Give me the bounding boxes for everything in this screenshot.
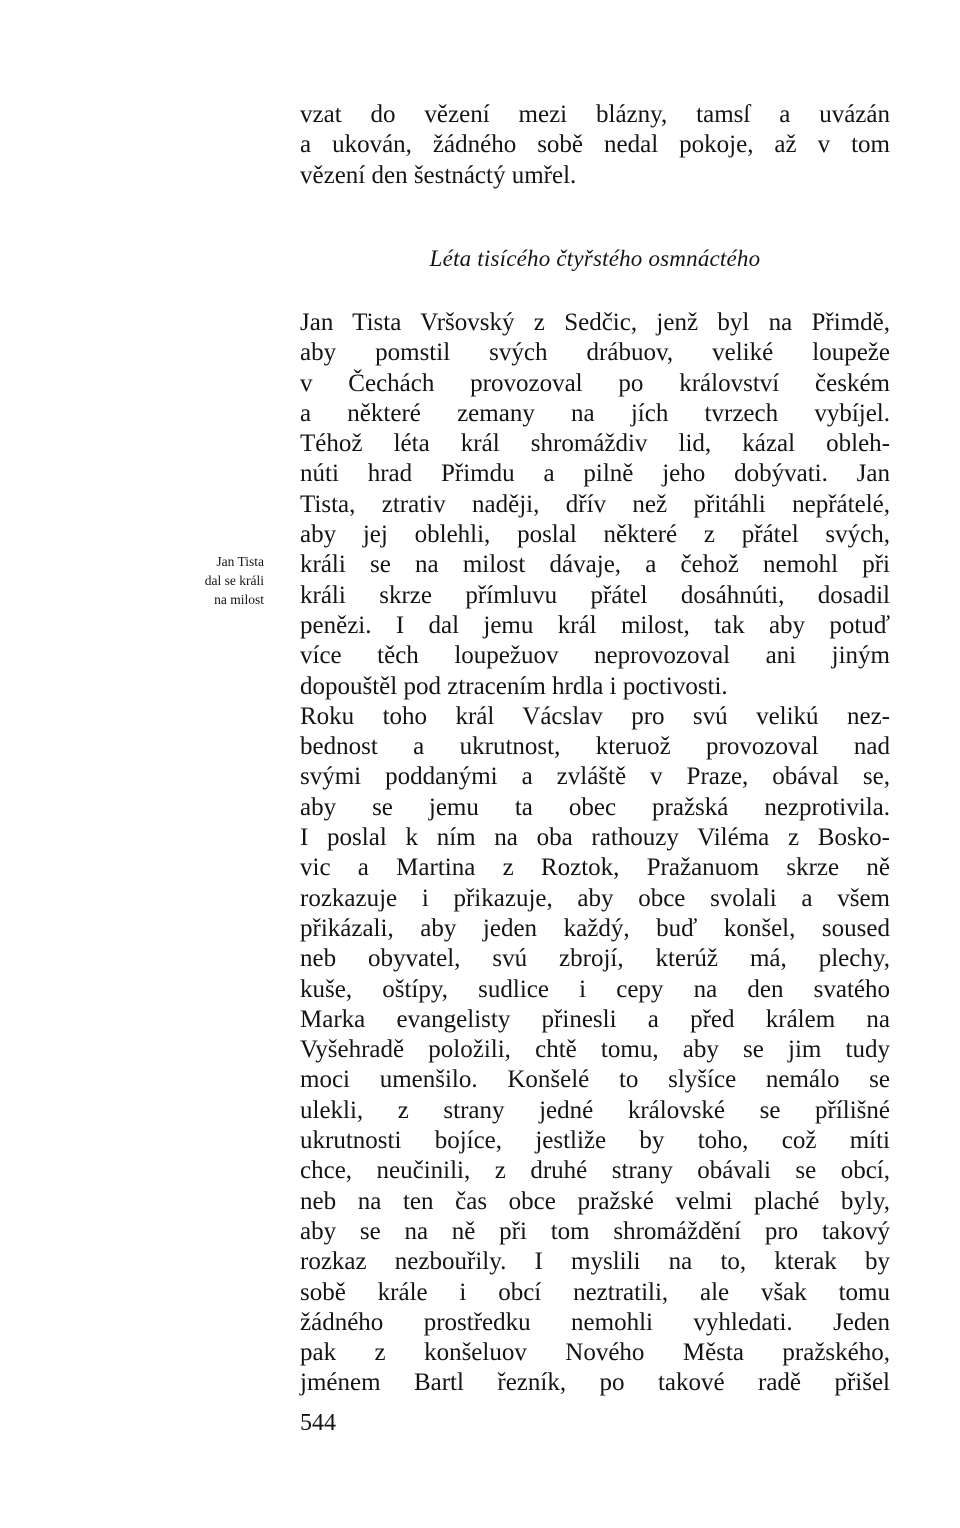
- text-line: sobě krále i obcí neztratili, ale však tomu: [300, 1278, 890, 1306]
- text-line: aby pomstil svých drábuov, veliké loupeže: [300, 339, 890, 367]
- text-line: aby se na ně při tom shromáždění pro takový: [300, 1217, 890, 1245]
- text-line: Vyšehradě položili, chtě tomu, aby se jim tudy: [300, 1036, 890, 1064]
- text-line: žádného prostředku nemohli vyhledati. Jeden: [300, 1308, 890, 1336]
- text-line: moci umenšilo. Konšelé to slyšíce nemálo se: [300, 1066, 890, 1094]
- text-line: pak z konšeluov Nového Města pražského,: [300, 1339, 890, 1367]
- page-number: 544: [300, 1410, 336, 1436]
- text-line: ulekli, z strany jedné královské se přílišné: [300, 1096, 890, 1124]
- text-line: svými poddanými a zvláště v Praze, obával se,: [300, 763, 890, 791]
- text-line: Roku toho král Vácslav pro svú velikú nez-: [300, 702, 890, 730]
- text-line: I poslal k ním na oba rathouzy Viléma z Bosko-: [300, 824, 890, 852]
- text-line: a některé zemany na jích tvrzech vybíjel.: [300, 399, 890, 427]
- text-line: Jan Tista Vršovský z Sedčic, jenž byl na Přimdě,: [300, 309, 890, 336]
- text-line: aby jej oblehli, poslal některé z přátel svých,: [300, 521, 890, 549]
- text-line: chce, neučinili, z druhé strany obávali se obcí,: [300, 1157, 890, 1185]
- text-line: králi se na milost dávaje, a čehož nemohl při: [300, 551, 890, 579]
- text-line: vic a Martina z Roztok, Pražanuom skrze ně: [300, 854, 890, 882]
- text-line: Marka evangelisty přinesli a před králem na: [300, 1005, 890, 1033]
- margin-note: [160, 552, 264, 609]
- text-line: bednost a ukrutnost, kteruož provozoval nad: [300, 733, 890, 761]
- intro-paragraph: [300, 100, 890, 191]
- text-line: penězi. I dal jemu král milost, tak aby potuď: [300, 611, 890, 639]
- text-line: núti hrad Přimdu a pilně jeho dobývati. Jan: [300, 460, 890, 488]
- section-heading: Léta tisícého čtyřstého osmnáctého: [429, 246, 761, 271]
- text-line: ukrutnosti bojíce, jestliže by toho, což míti: [300, 1127, 890, 1155]
- margin-note-line: dal se králi: [204, 573, 264, 588]
- text-line: neb obyvatel, svú zbrojí, kterúž má, plechy,: [300, 945, 890, 973]
- text-line: a ukován, žádného sobě nedal pokoje, až v tom: [300, 131, 890, 159]
- text-line: neb na ten čas obce pražské velmi plaché byly,: [300, 1187, 890, 1215]
- text-line: více těch loupežuov neprovozoval ani jiným: [300, 642, 890, 670]
- text-line: dopouštěl pod ztracením hrdla i poctivosti.: [300, 672, 728, 700]
- text-line: kuše, oštípy, sudlice i cepy na den svatého: [300, 975, 890, 1003]
- text-line: přikázali, aby jeden každý, buď konšel, soused: [300, 914, 890, 942]
- text-line: Téhož léta král shromáždiv lid, kázal obleh-: [300, 430, 890, 458]
- text-line: jménem Bartl řezník, po takové radě přišel: [300, 1369, 890, 1397]
- text-line: králi skrze přímluvu přátel dosáhnúti, dosadil: [300, 581, 890, 609]
- text-line: Tista, ztrativ naději, dřív než přitáhli nepřátelé,: [300, 490, 890, 518]
- text-line: rozkazuje i přikazuje, aby obce svolali a všem: [300, 884, 890, 912]
- text-line: vzat do vězení mezi blázny, tamsſ a uvázán: [300, 101, 890, 128]
- margin-note-line: na milost: [214, 592, 264, 607]
- text-line: aby se jemu ta obec pražská nezprotivila.: [300, 793, 890, 821]
- text-line: vězení den šestnáctý umřel.: [300, 161, 577, 189]
- body-paragraphs: [300, 308, 890, 1399]
- text-line: rozkaz nezbouřily. I myslili na to, kterak by: [300, 1248, 890, 1276]
- text-line: v Čechách provozoval po království českém: [300, 369, 890, 397]
- margin-note-line: Jan Tista: [216, 554, 264, 569]
